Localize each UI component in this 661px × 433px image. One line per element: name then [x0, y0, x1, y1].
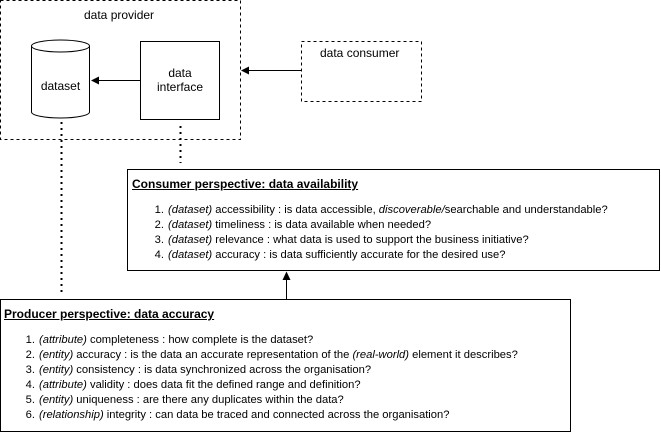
data-provider-label: data provider	[84, 8, 155, 22]
list-item: 2. (entity) accuracy : is the data an accurate representation of the (real-world) element it describes?	[25, 349, 518, 361]
dataset-label: dataset	[40, 79, 81, 93]
list-item: 6. (relationship) integrity : can data be traced and connected across the organisation?	[25, 409, 450, 421]
list-item: 2. (dataset) timeliness : is data available when needed?	[154, 219, 432, 231]
list-item: 1. (dataset) accessibility : is data accessible, discoverable/searchable and understandable?	[154, 204, 608, 216]
arrow-consumer-to-interface	[241, 67, 301, 75]
producer-perspective-title: Producer perspective: data accuracy	[4, 307, 215, 321]
list-item: 3. (entity) consistency : is data synchronized across the organisation?	[25, 364, 372, 376]
list-item: 4. (attribute) validity : does data fit the defined range and definition?	[25, 379, 361, 391]
data-interface-label	[141, 66, 219, 94]
list-item: 5. (entity) uniqueness : are there any duplicates within the data?	[25, 394, 344, 406]
list-item: 3. (dataset) relevance : what data is used to support the business initiative?	[154, 234, 529, 246]
data-consumer-label: data consumer	[320, 46, 400, 60]
consumer-perspective-title: Consumer perspective: data availability	[132, 177, 359, 191]
data-interface-label-line1: data	[168, 66, 192, 80]
consumer-perspective-list	[148, 203, 608, 263]
producer-perspective-list	[19, 333, 518, 423]
list-item: 4. (dataset) accuracy : is data sufficiently accurate for the desired use?	[154, 249, 506, 261]
arrow-interface-to-dataset	[91, 77, 140, 85]
arrow-producer-to-consumer	[283, 272, 291, 300]
list-item: 1. (attribute) completeness : how complete is the dataset?	[25, 334, 314, 346]
data-interface-label-line2: interface	[156, 80, 204, 94]
